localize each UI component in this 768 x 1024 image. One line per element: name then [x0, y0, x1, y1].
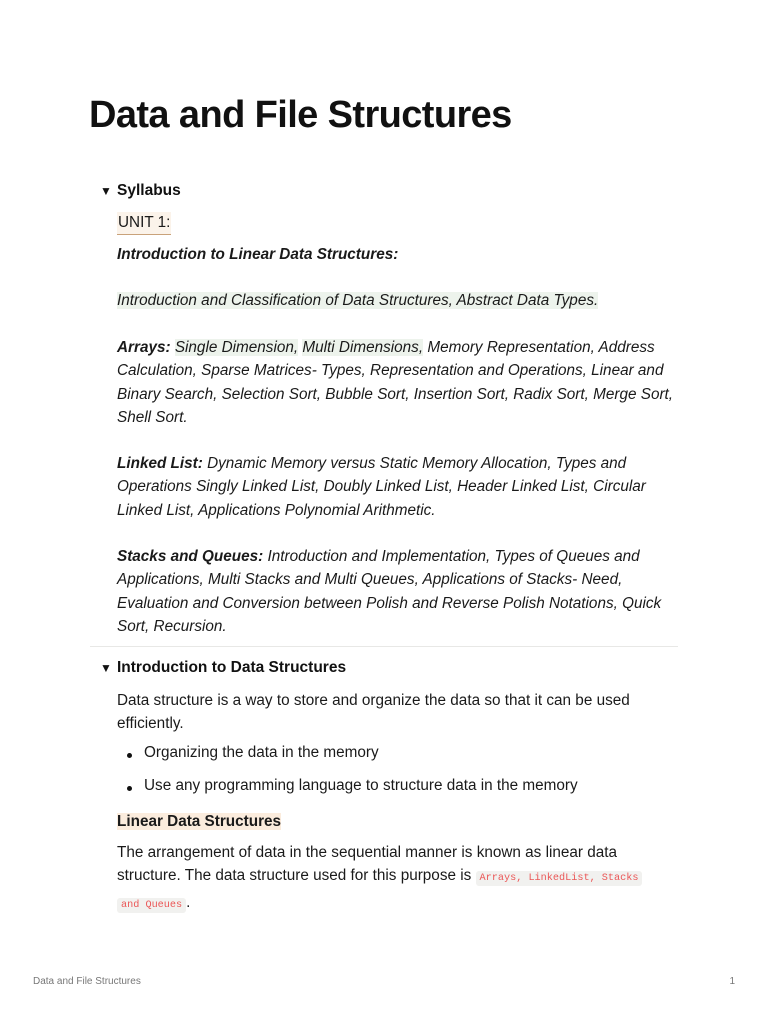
linear-heading-text: Linear Data Structures — [117, 813, 282, 830]
arrays-text: Memory Representation, Address Calculation, Sparse Matrices- Types, Representation and Operations, Linear and Binary Search, Selection Sort, Bubble Sort, Insertion Sort, Radix Sort, Merge Sort, Shell Sort. — [117, 339, 674, 426]
linked-list-label: Linked List: — [117, 455, 203, 472]
definition-paragraph: Data structure is a way to store and organize the data so that it can be used efficiently. — [117, 692, 630, 733]
linear-heading — [117, 810, 682, 833]
triangle-down-icon: ▼ — [100, 661, 112, 675]
intro-line-text: Introduction and Classification of Data Structures, Abstract Data Types. — [117, 292, 599, 309]
inline-code: Arrays, LinkedList, Stacks — [476, 871, 643, 886]
stacks-queues-label: Stacks and Queues: — [117, 548, 264, 565]
linear-paragraph — [117, 841, 682, 917]
list-item-text: Use any programming language to structure data in the memory — [144, 777, 578, 794]
linear-text: The arrangement of data in the sequential manner is known as linear data structure. The data structure used for this purpose is — [117, 844, 618, 885]
syllabus-toggle-label: Syllabus — [117, 182, 181, 199]
footer-title: Data and File Structures — [33, 976, 141, 987]
syllabus-toggle[interactable] — [100, 182, 181, 200]
linked-list-text: Dynamic Memory versus Static Memory Allocation, Types and Operations Singly Linked List, Doubly Linked List, Header Linked List, Circular Linked List, Applications Polynomial Arithmetic. — [117, 455, 646, 519]
intro-heading: Introduction to Linear Data Structures: — [117, 246, 399, 263]
page-number: 1 — [729, 976, 735, 987]
linear-end: . — [186, 893, 191, 911]
linked-list-paragraph — [117, 452, 682, 522]
arrays-paragraph — [117, 336, 682, 429]
list-item-text: Organizing the data in the memory — [144, 744, 379, 761]
stacks-queues-paragraph — [117, 545, 682, 638]
page-title: Data and File Structures — [89, 94, 512, 136]
arrays-highlight-1: Single Dimension, — [174, 339, 299, 356]
stacks-queues-text: Introduction and Implementation, Types of Queues and Applications, Multi Stacks and Multi Queues, Applications of Stacks- Need, Evaluation and Conversion between Polish and Reverse Polish Notations, Quick Sort, Recursion. — [117, 548, 662, 635]
intro-ds-toggle-label: Introduction to Data Structures — [117, 659, 347, 676]
inline-code: and Queues — [117, 898, 186, 913]
divider — [90, 646, 678, 647]
arrays-highlight-2: Multi Dimensions, — [302, 339, 424, 356]
bullet-icon — [127, 786, 132, 791]
triangle-down-icon: ▼ — [100, 184, 112, 198]
intro-ds-toggle[interactable] — [100, 659, 346, 677]
bullet-icon — [127, 753, 132, 758]
arrays-label: Arrays: — [117, 339, 171, 356]
intro-line — [117, 289, 682, 312]
unit-label: UNIT 1: — [117, 212, 171, 235]
